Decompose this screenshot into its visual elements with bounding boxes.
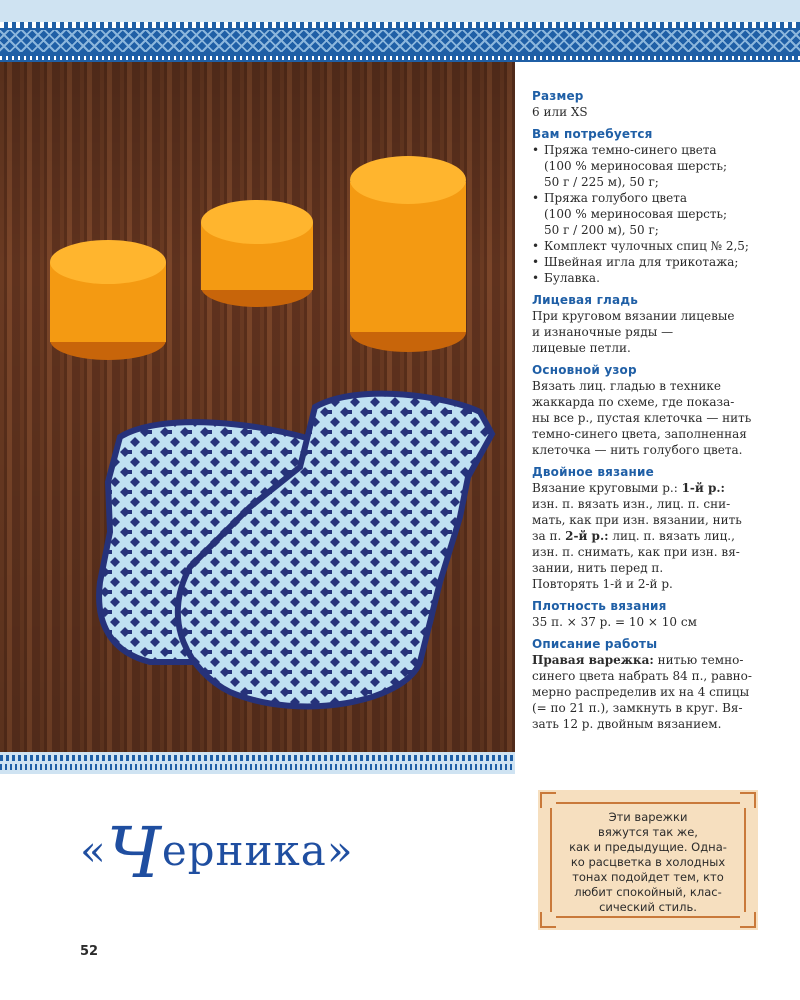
candle-3 — [350, 156, 466, 352]
bottom-ornament-band — [0, 752, 515, 774]
note-text: Эти варежки вяжутся так же, как и предыдущие. Одна- ко расцветка в холодных тонах подойдет тем, кто любит спокойный, клас- сический стиль. — [569, 810, 727, 914]
instructions-column — [532, 88, 782, 732]
material-item: • Пряжа темно-синего цвета (100 % мериносовая шерсть; 50 г / 225 м), 50 г; — [532, 142, 782, 190]
note-box — [538, 790, 758, 930]
main-pattern-text: Вязать лиц. гладью в технике жаккарда по схеме, где показа- ны все р., пустая клеточка — нить темно-синего цвета, заполненная клеточка — нить голубого цвета. — [532, 379, 752, 457]
materials-list — [532, 142, 782, 286]
heading-size: Размер — [532, 89, 584, 103]
gauge-text: 35 п. × 37 р. = 10 × 10 см — [532, 615, 697, 629]
candle-2 — [201, 200, 313, 307]
heading-materials: Вам потребуется — [532, 127, 653, 141]
heading-double-knitting: Двойное вязание — [532, 465, 654, 479]
page-number: 52 — [80, 944, 99, 959]
mittens-photo — [0, 62, 515, 752]
work-description-text: Правая варежка: нитью темно- синего цвета набрать 84 п., равно- мерно распределив их на 4 спицы (= по 21 п.), замкнуть в круг. Вя- зать 12 р. двойным вязанием. — [532, 653, 752, 731]
top-ornament-band — [0, 0, 800, 62]
heading-gauge: Плотность вязания — [532, 599, 667, 613]
page-title: «Черника» — [80, 812, 354, 894]
heading-main-pattern: Основной узор — [532, 363, 637, 377]
material-item: • Комплект чулочных спиц № 2,5; — [532, 238, 782, 254]
material-item: • Пряжа голубого цвета (100 % мериносовая шерсть; 50 г / 200 м), 50 г; — [532, 190, 782, 238]
material-item: • Швейная игла для трикотажа; — [532, 254, 782, 270]
candle-1 — [50, 240, 166, 360]
heading-stockinette: Лицевая гладь — [532, 293, 639, 307]
stockinette-text: При круговом вязании лицевые и изнаночные ряды — лицевые петли. — [532, 309, 735, 355]
material-item: • Булавка. — [532, 270, 782, 286]
heading-work-description: Описание работы — [532, 637, 658, 651]
size-text: 6 или XS — [532, 105, 588, 119]
double-knitting-text: Вязание круговыми р.: 1-й р.: изн. п. вязать изн., лиц. п. сни- мать, как при изн. вязании, нить за п. 2-й р.: лиц. п. вязать лиц., изн. п. снимать, как при изн. вя- зании, нить перед п. Повторять 1-й и 2-й р. — [532, 481, 742, 591]
